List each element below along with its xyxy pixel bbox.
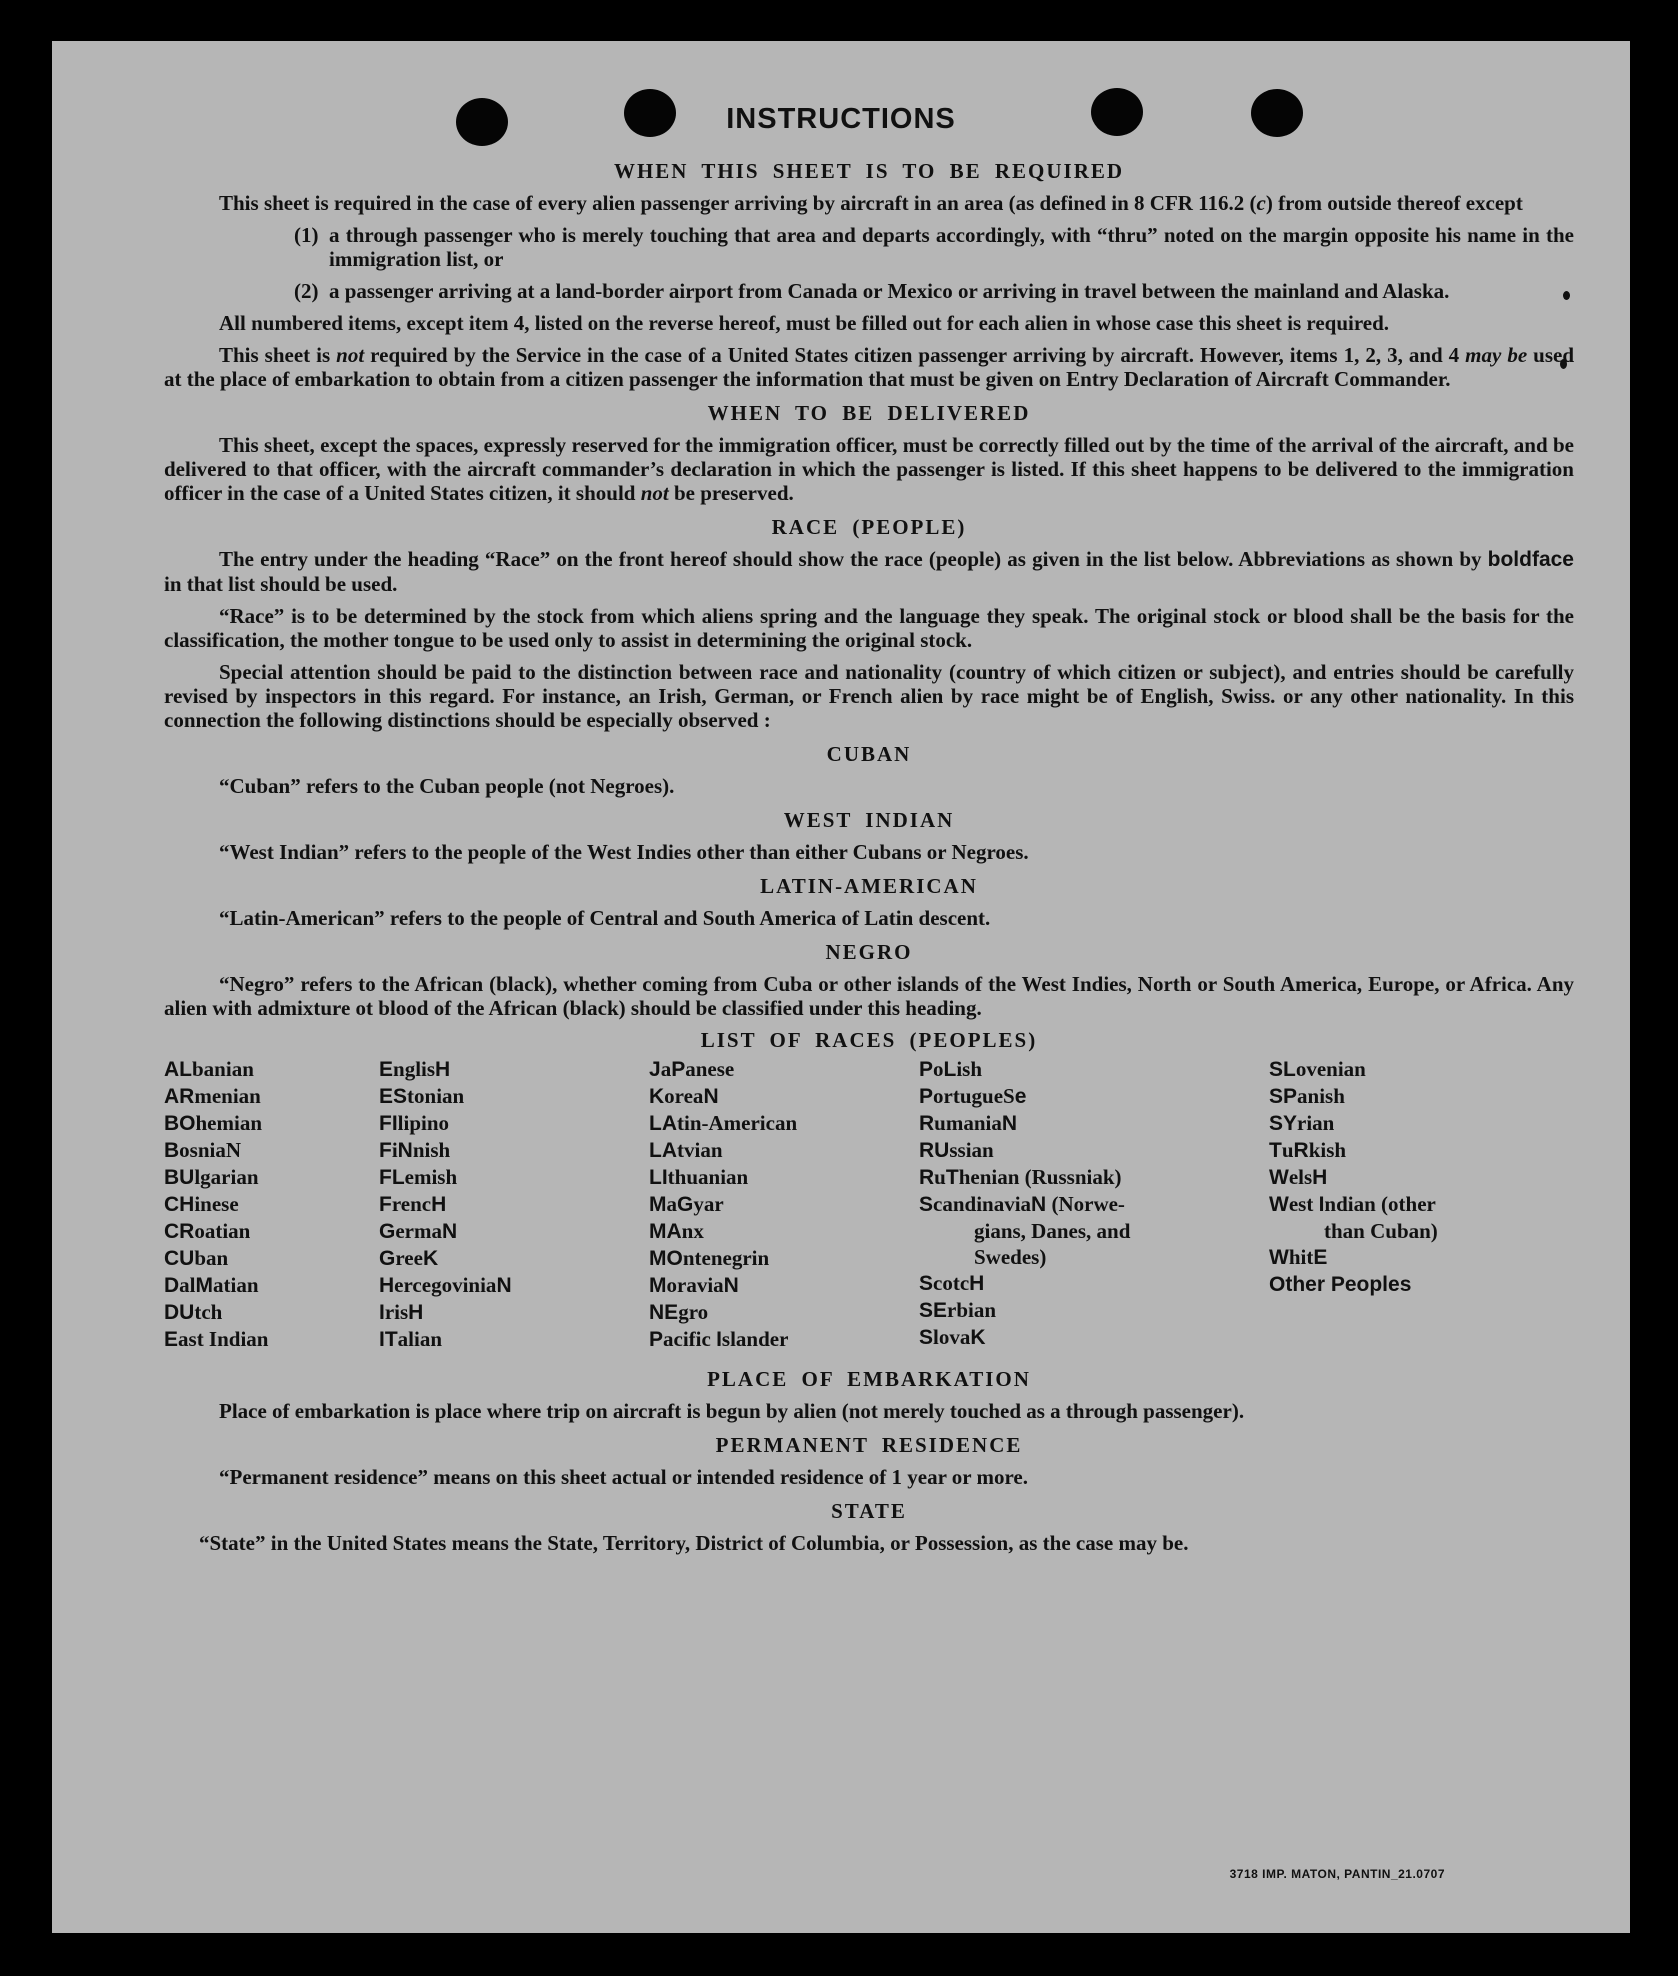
race-entry: EnglisH: [379, 1057, 451, 1081]
paragraph: “Race” is to be determined by the stock from which aliens spring and the language they speak. The original stock or blood shall be the basis for the classification, the mother tongue to be used only to assist in determining the original stock.: [164, 604, 1574, 652]
race-entry: JaPanese: [649, 1057, 735, 1081]
section-heading: STATE: [831, 1499, 907, 1523]
race-entry: FiNnish: [379, 1138, 451, 1162]
instructions-body: [164, 149, 1574, 1563]
race-entry: LAtvian: [649, 1138, 723, 1162]
race-entry: ARmenian: [164, 1084, 261, 1108]
race-entry: MoraviaN: [649, 1273, 739, 1297]
race-entry: IrisH: [379, 1300, 424, 1324]
paragraph: “West Indian” refers to the people of the West Indies other than either Cubans or Negroes.: [219, 840, 1029, 864]
printer-imprint: 3718 IMP. MATON, PANTIN_21.0707: [1229, 1867, 1445, 1881]
race-entry: NEgro: [649, 1300, 709, 1324]
race-entry: ScotcH: [919, 1271, 985, 1295]
paragraph: This sheet is required in the case of every alien passenger arriving by aircraft in an area (as defined in 8 CFR 116.2 (c) from outside thereof except: [219, 191, 1523, 215]
race-column: [1269, 1056, 1529, 1353]
paragraph: “Permanent residence” means on this sheet actual or intended residence of 1 year or more.: [219, 1465, 1028, 1489]
race-entry: SLovenian: [1269, 1057, 1366, 1081]
list-item: (1) a through passenger who is merely touching that area and departs accordingly, with “thru” noted on the margin opposite his name in the immigration list, or: [294, 223, 1574, 271]
section-heading: WHEN TO BE DELIVERED: [707, 401, 1031, 425]
race-entry: Swedes): [974, 1245, 1047, 1269]
race-entry: FIlipino: [379, 1111, 450, 1135]
race-entry: Other Peoples: [1269, 1273, 1412, 1296]
race-entry: SlovaK: [919, 1325, 986, 1349]
section-heading: RACE (PEOPLE): [771, 515, 967, 539]
section-heading: WEST INDIAN: [783, 808, 955, 832]
paragraph: “Cuban” refers to the Cuban people (not Negroes).: [219, 774, 675, 798]
race-entry: WelsH: [1269, 1165, 1328, 1189]
race-entry: BUlgarian: [164, 1165, 259, 1189]
race-entry: TuRkish: [1269, 1138, 1347, 1162]
race-column: [919, 1056, 1269, 1353]
race-entry: DUtch: [164, 1300, 223, 1324]
race-entry: MaGyar: [649, 1192, 724, 1216]
section-heading: LATIN-AMERICAN: [760, 874, 978, 898]
race-entry: LAtin-American: [649, 1111, 798, 1135]
paragraph: “State” in the United States means the State, Territory, District of Columbia, or Possession, as the case may be.: [199, 1531, 1189, 1555]
race-list: [164, 1056, 1574, 1353]
paragraph: The entry under the heading “Race” on the front hereof should show the race (people) as given in the list below. Abbreviations as shown by boldface in that list should be used.: [164, 547, 1574, 596]
race-entry: LIthuanian: [649, 1165, 749, 1189]
race-entry: FrencH: [379, 1192, 447, 1216]
race-entry: KoreaN: [649, 1084, 719, 1108]
race-entry: RuThenian (Russniak): [919, 1165, 1122, 1189]
race-entry: WhitE: [1269, 1245, 1328, 1269]
race-entry: EStonian: [379, 1084, 465, 1108]
race-entry: GermaN: [379, 1219, 458, 1243]
section-heading: WHEN THIS SHEET IS TO BE REQUIRED: [613, 159, 1125, 183]
race-column: [164, 1056, 379, 1353]
race-entry: GreeK: [379, 1246, 439, 1270]
race-entry: MAnx: [649, 1219, 704, 1243]
race-entry: MOntenegrin: [649, 1246, 770, 1270]
race-entry: SErbian: [919, 1298, 997, 1322]
paragraph: This sheet is not required by the Service in the case of a United States citizen passenger arriving by aircraft. However, items 1, 2, 3, and 4 may be used at the place of embarkation to obtain from a citizen passenger the information that must be given on Entry Declaration of Aircraft Commander.: [164, 343, 1575, 391]
document-page: [52, 41, 1630, 1933]
race-entry: West Indian (other than Cuban): [1269, 1192, 1438, 1243]
race-entry: Pacific Islander: [649, 1327, 789, 1351]
paragraph: “Latin-American” refers to the people of Central and South America of Latin descent.: [219, 906, 991, 930]
paragraph: This sheet, except the spaces, expressly reserved for the immigration officer, must be correctly filled out by the time of the arrival of the aircraft, and be delivered to that officer, with the aircraft commander’s declaration in which the passenger is listed. If this sheet happens to be delivered to the immigration officer in the case of a United States citizen, it should not be preserved.: [164, 433, 1574, 505]
race-column: [649, 1056, 919, 1353]
section-heading: NEGRO: [825, 940, 913, 964]
paragraph: Place of embarkation is place where trip on aircraft is begun by alien (not merely touched as a through passenger).: [219, 1399, 1245, 1423]
paragraph: “Negro” refers to the African (black), whether coming from Cuba or other islands of the West Indies, North or South America, Europe, or Africa. Any alien with admixture ot blood of the African (black) should be classified under this heading.: [164, 972, 1574, 1020]
race-entry: SYrian: [1269, 1111, 1335, 1135]
race-column: [379, 1056, 649, 1353]
section-heading: PERMANENT RESIDENCE: [715, 1433, 1023, 1457]
race-entry: RumaniaN: [919, 1111, 1018, 1135]
list-item: (2) a passenger arriving at a land-border airport from Canada or Mexico or arriving in travel between the mainland and Alaska.: [294, 279, 1450, 303]
section-heading: PLACE OF EMBARKATION: [707, 1367, 1031, 1391]
section-heading: LIST OF RACES (PEOPLES): [700, 1028, 1038, 1052]
race-entry: BosniaN: [164, 1138, 242, 1162]
race-entry: ITalian: [379, 1327, 443, 1351]
race-entry: CUban: [164, 1246, 229, 1270]
race-entry: East Indian: [164, 1327, 269, 1351]
page-title: INSTRUCTIONS: [726, 103, 956, 135]
section-heading: CUBAN: [826, 742, 912, 766]
race-entry: RUssian: [919, 1138, 994, 1162]
race-entry: DalMatian: [164, 1273, 259, 1297]
race-entry: FLemish: [379, 1165, 458, 1189]
race-entry: PoLish: [919, 1057, 983, 1081]
race-entry: ALbanian: [164, 1057, 254, 1081]
race-entry: CRoatian: [164, 1219, 251, 1243]
paragraph: Special attention should be paid to the distinction between race and nationality (country of which citizen or subject), and entries should be carefully revised by inspectors in this regard. For instance, an Irish, German, or French alien by race might be of English, Swiss. or any other nationality. In this connection the following distinctions should be especially observed :: [164, 660, 1574, 732]
race-entry: CHinese: [164, 1192, 239, 1216]
paragraph: All numbered items, except item 4, listed on the reverse hereof, must be filled out for each alien in whose case this sheet is required.: [219, 311, 1390, 335]
race-entry: HercegoviniaN: [379, 1273, 512, 1297]
race-entry: SPanish: [1269, 1084, 1345, 1108]
race-entry: PortugueSe: [919, 1084, 1027, 1108]
race-entry: BOhemian: [164, 1111, 263, 1135]
race-entry: ScandinaviaN (Norwe- gians, Danes, and: [919, 1192, 1131, 1243]
